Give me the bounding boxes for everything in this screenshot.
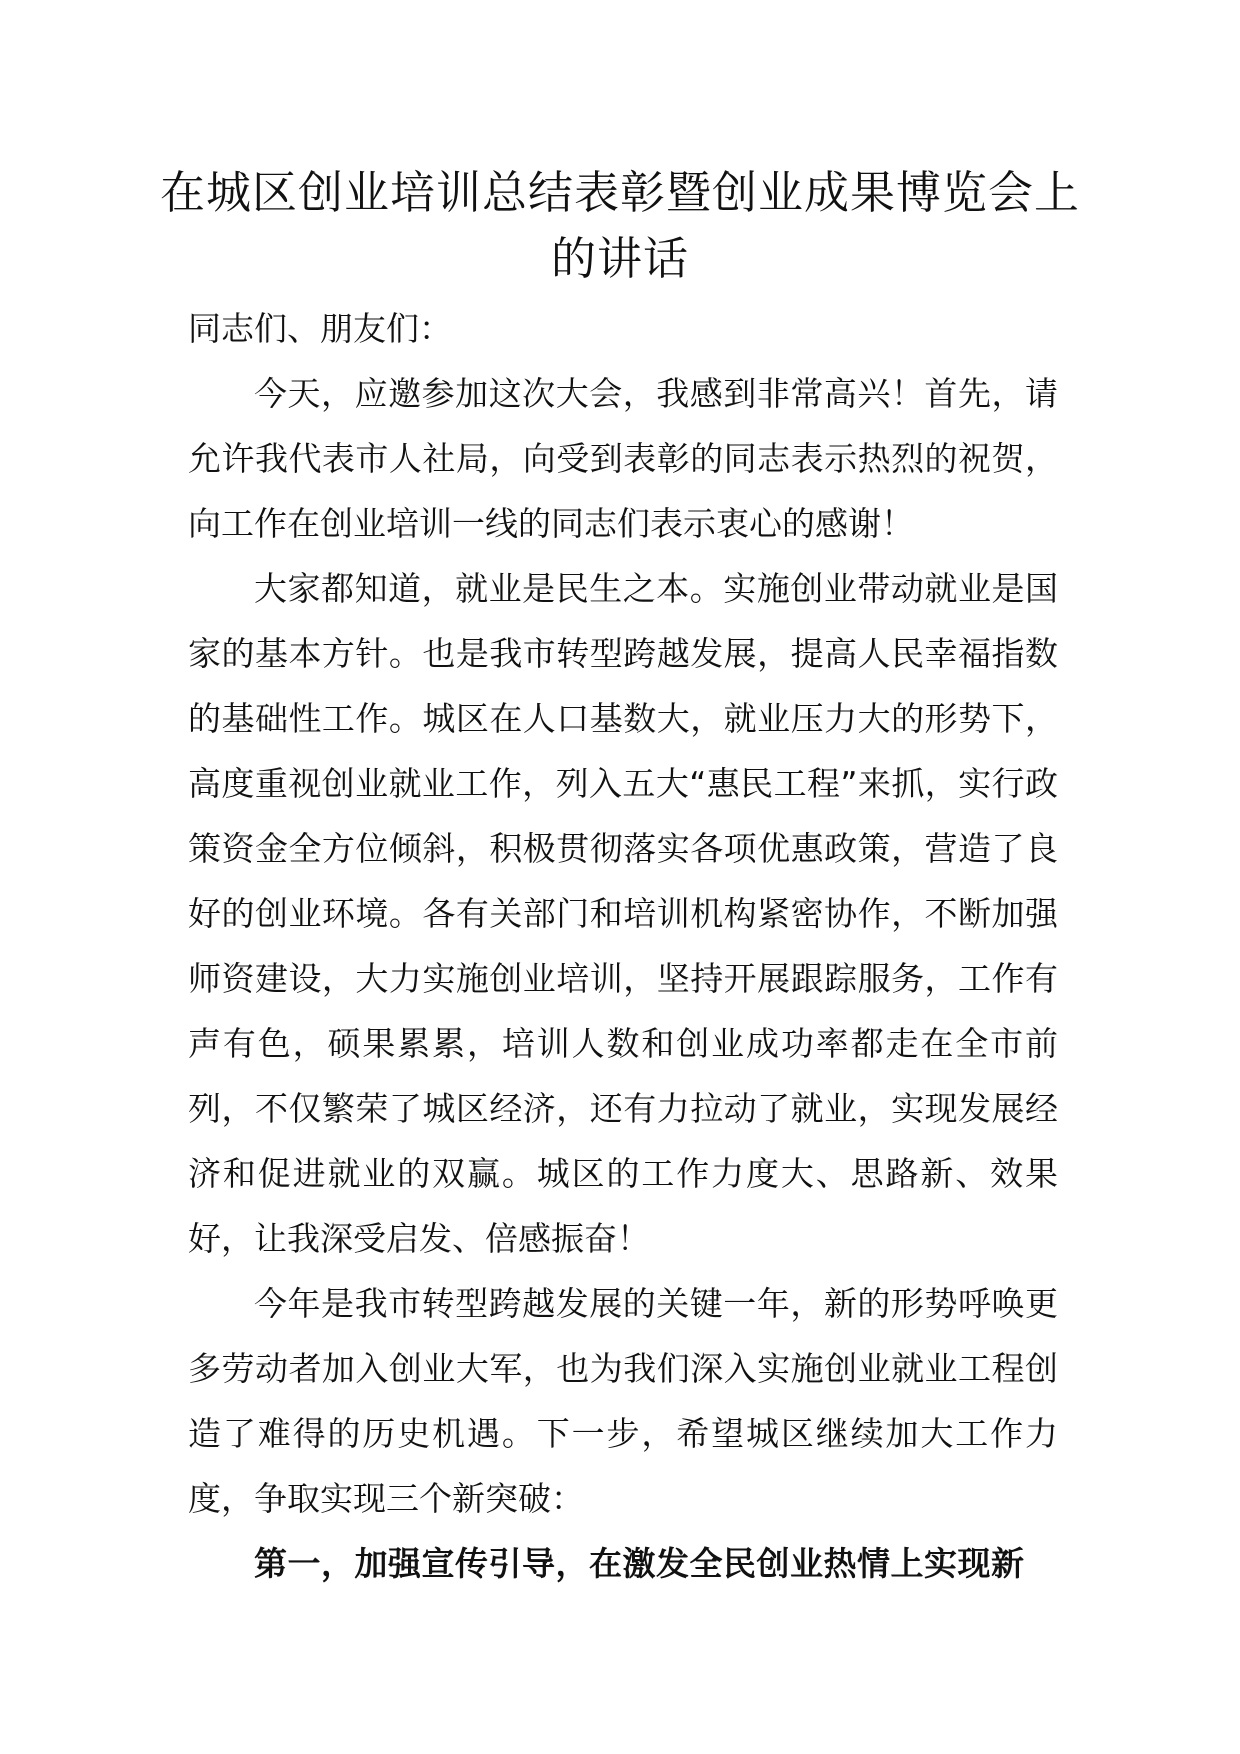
paragraph-opening: 今天，应邀参加这次大会，我感到非常高兴！首先，请允许我代表市人社局，向受到表彰的同志表示热烈的祝贺，向工作在创业培训一线的同志们表示衷心的感谢！ (188, 374, 1058, 543)
section-heading-first: 第一，加强宣传引导，在激发全民创业热情上实现新 (254, 1544, 1025, 1583)
document-title: 在城区创业培训总结表彰暨创业成果博览会上的讲话 (159, 166, 1080, 285)
salutation: 同志们、朋友们： (188, 309, 452, 348)
document-body (188, 296, 1058, 1596)
paragraph-achievements: 大家都知道，就业是民生之本。实施创业带动就业是国家的基本方针。也是我市转型跨越发展，提高人民幸福指数的基础性工作。城区在人口基数大，就业压力大的形势下，高度重视创业就业工作，列入五大“惠民工程”来抓，实行政策资金全方位倾斜，积极贯彻落实各项优惠政策，营造了良好的创业环境。各有关部门和培训机构紧密协作，不断加强师资建设，大力实施创业培训，坚持开展跟踪服务，工作有声有色，硕果累累，培训人数和创业成功率都走在全市前列，不仅繁荣了城区经济，还有力拉动了就业，实现发展经济和促进就业的双赢。城区的工作力度大、思路新、效果好，让我深受启发、倍感振奋！ (188, 569, 1058, 1258)
paragraph-outlook: 今年是我市转型跨越发展的关键一年，新的形势呼唤更多劳动者加入创业大军，也为我们深入实施创业就业工程创造了难得的历史机遇。下一步，希望城区继续加大工作力度，争取实现三个新突破： (188, 1284, 1058, 1518)
